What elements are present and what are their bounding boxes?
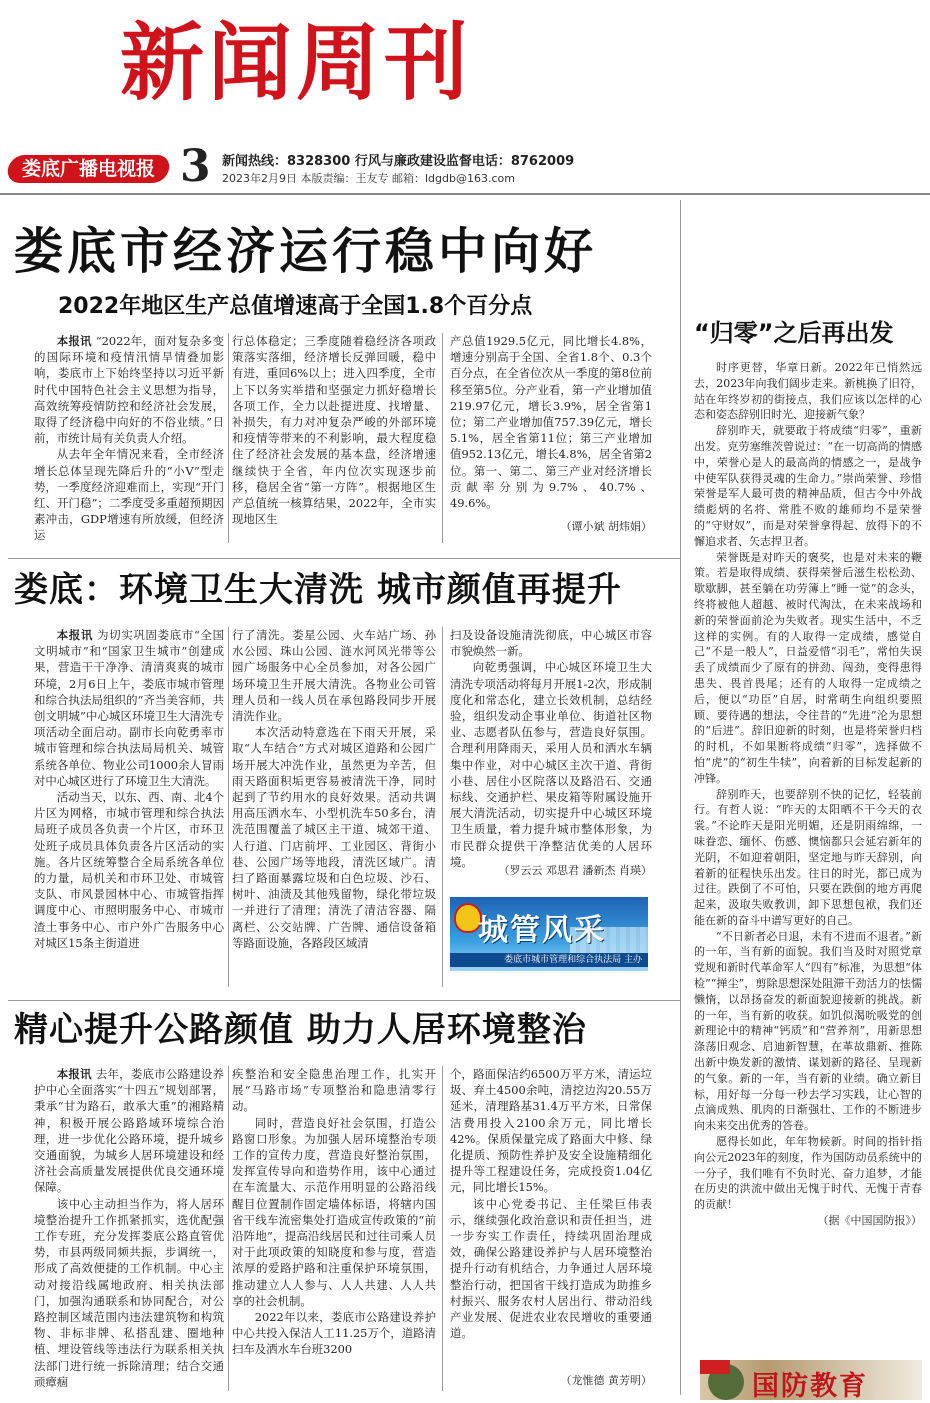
column-divider [228,627,229,987]
column-divider [228,1066,229,1391]
flag-icon [700,1360,730,1374]
masthead-title: 新闻周刊 [120,13,473,112]
article3-col3 [450,1066,652,1368]
right-article-p5: “不日新者必日退，未有不进而不退者。”新的一年，当有新的面貌。我们当及时对照党章党规和新时代革命军人“四有”标准，为思想“体检”“掸尘”，剪除思想深处阻滞干劲活力的怯懦懒惰，以昂扬奋发的新面貌迎接新的挑战。新的一年，当有新的收获。如饥似渴吮吸党的创新理论中的精神“钙质”和“营养剂”，用新思想涤荡旧观念、启迪新智慧，在革故鼎新、推陈出新中焕发新的激情、谋划新的路径、呈现新的气象。新的一年，当有新的业绩。确立新目标，用好每一分每一秒去学习实践，让心智的点滴成熟、肌肉的日渐强壮、工作的不断进步向未来交出优秀的答卷。 [694,929,922,1133]
article1-text1b: 从去年全年情况来看，全市经济增长总体呈现先降后升的“小V”型走势，一季度经济迎难而上，实现“开门红、开门稳”；二季度受多重超预期因素冲击，GDP增速有所放缓，但经济运 [34,447,224,543]
article3-headline: 精心提升公路颜值 助力人居环境整治 [14,1010,587,1050]
article3-col2 [232,1066,436,1396]
chengguan-banner [450,897,648,971]
article1-text1: “2022年，面对复杂多变的国际环境和疫情汛情旱情叠加影响，娄底市上下始终坚持以习近平新时代中国特色社会主义思想为指导，高效统筹疫情防控和经济社会发展，取得了经济稳中向好的不俗业绩。”日前，市统计局有关负责人介绍。 [34,334,224,446]
guofang-jiaoyu-banner [700,1360,922,1400]
article2-text2: 行了清洗。娄星公园、火车站广场、孙水公园、珠山公园、涟水河风光带等公园广场服务中心全员参加，对各公园广场环境卫生开展大清洗。各物业公司管理人员和一线人员在承包路段同步开展清洗作业。 [232,628,436,724]
banner-title: 城管风采 [478,913,606,948]
article3-text1b: 该中心主动担当作为，将人居环境整治提升工作抓紧抓实，选优配强工作专班，充分发挥娄底公路直管优势，市县两级同频共振，步调统一，形成了高效便捷的工作机制。中心主动对接沿线属地政府、相关执法部门，加强沟通联系和协同配合，对公路控制区域范围内违法建筑物和构筑物、非标非牌、私搭乱建、圈地种植、埋设管线等违法行为联系相关执法部门进行统一拆除清理；结合交通顽瘴痼 [34,1196,224,1389]
article3-text3b: 该中心党委书记、主任梁巨伟表示，继续强化政治意识和责任担当，进一步夯实工作责任，持续巩固治理成效，确保公路建设养护与人居环境整治提升行动有机结合，力争通过人居环境整治行动，把国省干线打造成为助推乡村振兴、服务农村人居出行、带动沿线产业发展、促进农业农民增收的重要通道。 [450,1196,652,1341]
guofang-title: 国防教育 [752,1371,868,1402]
article3-text1: 去年，娄底市公路建设养护中心全面落实“十四五”规划部署，秉承“甘为路石，敢承大重”的湘路精神，积极开展公路路域环境综合治理，进一步优化公路环境，提升城乡交通面貌，为城乡人居环境建设和经济社会高质量发展提供优良交通环境保障。 [34,1067,224,1195]
article2-col3 [450,627,652,869]
article2-text1: 为切实巩固娄底市“全国文明城市”和“国家卫生城市”创建成果，营造干干净净、清清爽爽的城市环境，2月6日上午，娄底市城市管理和综合执法局组织的“齐当美容师，共创文明城”中心城区环境卫生大清洗专项活动全面启动。副市长向乾勇率市城市管理和综合执法局局机关、城管系统各单位、物业公司1000余人冒雨对中心城区进行了环境卫生大清洗。 [34,628,224,788]
article2-lead: 本报讯 [56,628,94,642]
article2-text3b: 向乾勇强调，中心城区环境卫生大清洗专项活动将每月开展1-2次，形成制度化和常态化，建立长效机制，总结经验，组织发动企事业单位、街道社区物业、志愿者队伍参与，营造良好氛围。合理利用降雨天，采用人员和洒水车辆集中作业，对中心城区主次干道、背街小巷、居住小区院落以及路沿石、交通标线、交通护栏、果皮箱等附属设施开展大清洗活动，切实提升中心城区环境卫生质量，着力提升城市整体形象，为市民群众提供干净整洁优美的人居环境。 [450,660,652,869]
right-article-p2: 辞别昨天，就要敢于将成绩“归零”，重新出发。克劳塞维茨曾说过：“在一切高尚的情感中，荣誉心是人的最高尚的情感之一，是战争中使军队获得灵魂的生命力。”崇尚荣誉、珍惜荣誉是军人最可贵的精神品质，但古今中外战绩彪炳的名将、常胜不败的雄师均不是荣誉的“守财奴”，而是对荣誉拿得起、放得下的不懈追求者、矢志捍卫者。 [694,424,922,548]
article3-text2: 疾整治和安全隐患治理工作，扎实开展“马路市场”专项整治和隐患清零行动。 [232,1067,436,1114]
right-article-p4: 辞别昨天，也要辞别不快的记忆，轻装前行。有哲人说：“昨天的太阳晒不干今天的衣裳。”不论昨天是阳光明媚，还是阴雨绵绵，一味眷恋、缅怀、伤感、懊恼都只会延宕新年的光阴，不如迎着朝阳，坚定地与昨天辞别，向着新的征程快乐出发。往日的时光，都已成为过往。跌倒了不可怕，只要在跌倒的地方再爬起来，汲取失败教训，卸下思想包袱，我们还能在新的奋斗中谱写更好的自己。 [694,787,922,927]
right-column-divider [680,200,681,1395]
right-article-p6: 愿得长如此，年年物候新。时间的指针指向公元2023年的刻度，作为国防动员系统中的一分子，我们唯有不负时光、奋力追梦，才能在历史的洪流中做出无愧于时代、无愧于青春的贡献！ [694,1135,922,1212]
article3-lead: 本报讯 [56,1067,92,1081]
article2-text3: 扫及设备设施清洗彻底，中心城区市容市貌焕然一新。 [450,628,652,659]
banner-caption: 娄底市城市管理和综合执法局 主办 [450,953,648,967]
brand-badge [6,155,172,183]
hotline-text: 新闻热线：8328300 行风与廉政建设监督电话：8762009 [222,154,575,169]
article3-text2b: 同时，营造良好社会氛围，打造公路窗口形象。为加强人居环境整治专项工作的宣传力度，营造良好整治氛围，发挥宣传导向和造势作用，该中心通过在车流量大、示范作用明显的公路沿线醒目位置制作固定墙体标语，将辖内国省干线车流密集处打造成宣传政策的“前沿阵地”，提高沿线居民和过往司乘人员对于此项政策的知晓度和参与度，营造浓厚的爱路护路和注重保护环境氛围，推动建立人人参与、人人共建、人人共享的社会机制。 [232,1115,436,1308]
section-divider [8,558,680,559]
article2-text1b: 活动当天，以东、西、南、北4个片区为网格，市城市管理和综合执法局班子成员各负责一个片区，市环卫处班子成员具体负责各片区活动的实施。各片区统筹整合全局系统各单位的力量，局机关和市环卫处、市城管支队、市风景园林中心、市城管指挥调度中心、市照明服务中心、市城市渣土事务中心、市户外广告服务中心对城区15条主街道进 [34,790,224,950]
article2-byline: （罗云云 邓思君 潘新杰 肖瑛） [498,864,652,877]
article1-lead: 本报讯 [56,334,92,348]
right-article-p3: 荣誉既是对昨天的褒奖，也是对未来的鞭策。若是取得成绩、获得荣誉后滋生松松劲、歇歇脚，甚至躺在功劳簿上“睡一觉”的念头，终将被他人超越、被时代淘汰，在未来战场和新的荣誉面前沦为失败者。现实生活中，不乏这样的实例。有的人取得一定成绩，感觉自己“不是一般人”，日益爱惜“羽毛”，常怕失误丢了成绩而少了原有的拼劲、闯劲，变得患得患失、畏首畏尾；还有的人取得一定成绩之后，便以“功臣”自居，时常萌生向组织要照顾、要待遇的想法，令往昔的“先进”沦为思想的“后进”。辞旧迎新的时刻，也是将荣誉归档的时机，不如果断将成绩“归零”，选择做不怕“虎”的“初生牛犊”，向着新的目标发起新的冲锋。 [694,550,922,785]
article3-col1 [34,1066,224,1396]
article2-headline: 娄底：环境卫生大清洗 城市颜值再提升 [14,570,622,610]
right-article-headline: “归零”之后再出发 [694,319,894,347]
article1-subhead: 2022年地区生产总值增速高于全国1.8个百分点 [58,294,533,319]
article2-col1 [34,627,224,997]
column-divider [228,333,229,543]
article1-headline: 娄底市经济运行稳中向好 [14,223,598,280]
article2-col2 [232,627,436,997]
article1-col2 [232,333,436,553]
article3-text3: 个，路面保洁约6500万平方米，清运垃圾、弃土4500余吨，清挖边沟20.55万延米，清理路基31.4万平方米，日常保洁费用投入2100余万元，同比增长42%。保质保量完成了路面大中修、绿化提质、预防性养护及安全设施精细化提升等工程建设任务，完成投资1.04亿元，同比增长15%。 [450,1067,652,1195]
article3-byline: （龙惟德 黄芳明） [560,1374,652,1387]
brand-label: 娄底广播电视报 [22,158,156,180]
article1-col1 [34,333,224,553]
article1-col3 [450,333,652,513]
page-number: 3 [180,141,211,192]
column-divider [442,1066,443,1391]
article1-text2: 行总体稳定；三季度随着稳经济各项政策落实落细，经济增长反弹回暖，稳中有进，重回6%以上；进入四季度，全市上下以务实举措和坚强定力抓好稳增长各项工作，全力以赴提进度、找增量、补损失，有力对冲复杂严峻的外部环境和疫情等带来的不利影响，最大程度稳住了经济社会发展的基本盘，经济增速继续快于全省，年内位次实现逐步前移，稳居全省“第一方阵”。根据地区生产总值统一核算结果，2022年，全市实现地区生 [232,334,436,527]
masthead [0,0,930,190]
column-divider [442,627,443,987]
masthead-divider [0,193,930,195]
section-divider [8,1000,680,1001]
issue-meta: 2023年2月9日 本版责编：王友专 邮箱：ldgdb@163.com [222,172,515,185]
right-article-p1: 时序更替，华章日新。2022年已悄然远去，2023年向我们阔步走来。新桃换了旧符，站在年终岁初的街接点，我们应该以怎样的心态和姿态辞别旧时光、迎接新气象？ [694,361,922,422]
article2-text2b: 本次活动特意选在下雨天开展，采取“人车结合”方式对城区道路和公园广场开展大冲洗作业，虽然更为辛苦，但雨天路面积垢更容易被清洗干净，同时起到了节约用水的良好效果。活动共调用高压洒水车、小型机洗车50多台，清洗范围覆盖了城区主干道、城郊干道、人行道、门店前坪、工业园区、背街小巷、公园广场等地段，清洗区域广。清扫了路面暴露垃圾和白色垃圾、沙石、树叶、油渍及其他残留物，绿化带垃圾一并进行了清理；清洗了清洁容器、隔离栏、公交站牌、广告牌、通信设备箱等路面设施，各路段区域清 [232,725,436,950]
column-divider [442,333,443,543]
article1-byline: （谭小斌 胡炜娟） [560,520,652,533]
article1-text3: 产总值1929.5亿元，同比增长4.8%，增速分别高于全国、全省1.8个、0.3个百分点，在全省位次从一季度的第8位前移至第5位。分产业看，第一产业增加值219.97亿元，增长3.9%，居全省第1位；第二产业增加值757.39亿元，增长5.1%，居全省第11位；第三产业增加值952.13亿元，增长4.8%，居全省第2位。第一、第二、第三产业对经济增长贡献率分别为9.7%、40.7%、49.6%。 [450,334,652,511]
right-article-body [694,360,922,1353]
right-article-source: （据《中国国防报》） [817,1214,922,1228]
article3-text2c: 2022年以来，娄底市公路建设养护中心共投入保洁人工11.25万个，道路清扫车及洒水车台班3200 [232,1310,436,1357]
